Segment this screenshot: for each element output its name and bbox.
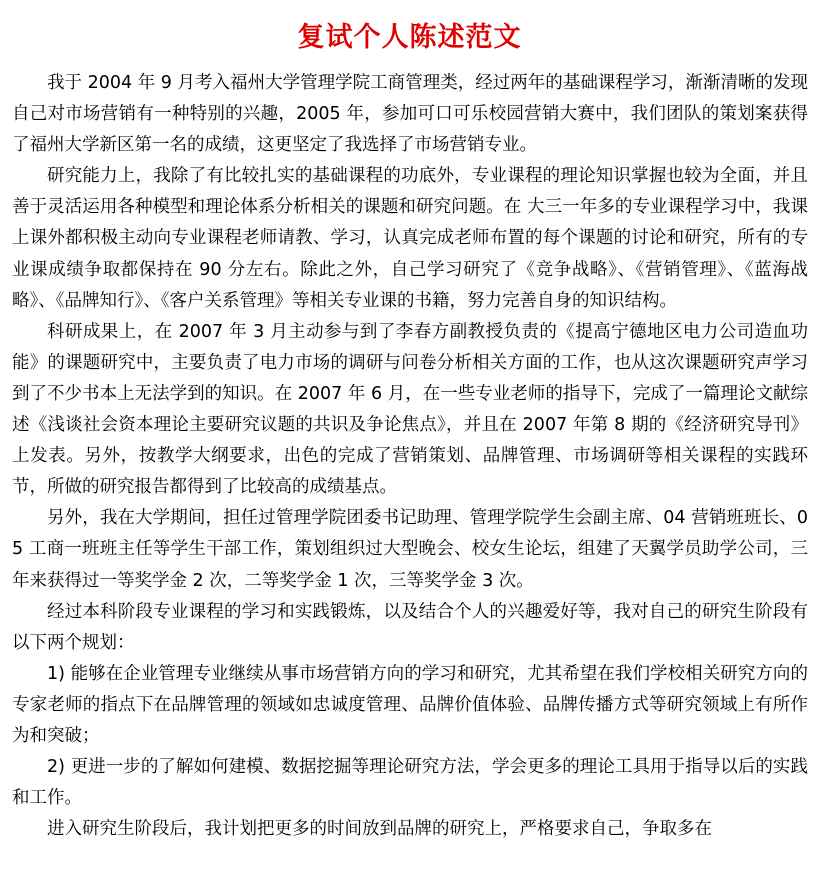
paragraph: 另外，我在大学期间，担任过管理学院团委书记助理、管理学院学生会副主席、04 营销班班长、05 工商一班班主任等学生干部工作，策划组织过大型晚会、校女生论坛，组建了天翼学员助学公司，三年来获得过一等奖学金 2 次，二等奖学金 1 次，三等奖学金 3 次。: [12, 508, 808, 591]
paragraph: 经过本科阶段专业课程的学习和实践锻炼，以及结合个人的兴趣爱好等，我对自己的研究生阶段有以下两个规划：: [12, 601, 808, 653]
paragraph: 进入研究生阶段后，我计划把更多的时间放到品牌的研究上，严格要求自己，争取多在: [47, 819, 712, 840]
paragraph-list-item: 2) 更进一步的了解如何建模、数据挖掘等理论研究方法，学会更多的理论工具用于指导以后的实践和工作。: [12, 757, 808, 809]
page-title: 复试个人陈述范文: [297, 22, 522, 53]
paragraph: 我于 2004 年 9 月考入福州大学管理学院工商管理类，经过两年的基础课程学习，渐渐清晰的发现自己对市场营销有一种特别的兴趣，2005 年，参加可口可乐校园营销大赛中，我们团队的策划案获得了福州大学新区第一名的成绩，这更坚定了我选择了市场营销专业。: [12, 73, 808, 156]
paragraph-list-item: 1) 能够在企业管理专业继续从事市场营销方向的学习和研究，尤其希望在我们学校相关研究方向的专家老师的指点下在品牌管理的领域如忠诚度管理、品牌价值体验、品牌传播方式等研究领域上有所作为和突破；: [12, 663, 808, 746]
paragraph: 科研成果上，在 2007 年 3 月主动参与到了李春方副教授负责的《提高宁德地区电力公司造血功能》的课题研究中，主要负责了电力市场的调研与问卷分析相关方面的工作，也从这次课题研究声学习到了不少书本上无法学到的知识。在 2007 年 6 月，在一些专业老师的指导下，完成了一篇理论文献综述《浅谈社会资本理论主要研究议题的共识及争论焦点》，并且在 2007 年第 8 期的《经济研究导刊》上发表。另外，按教学大纲要求，出色的完成了营销策划、品牌管理、市场调研等相关课程的实践环节，所做的研究报告都得到了比较高的成绩基点。: [12, 321, 808, 498]
paragraph: 研究能力上，我除了有比较扎实的基础课程的功底外，专业课程的理论知识掌握也较为全面，并且善于灵活运用各种模型和理论体系分析相关的课题和研究问题。在 大三一年多的专业课程学习中，我课上课外都积极主动向专业课程老师请教、学习，认真完成老师布置的每个课题的讨论和研究，所有的专业课成绩争取都保持在 90 分左右。除此之外，自己学习研究了《竞争战略》、《营销管理》、《蓝海战略》、《品牌知行》、《客户关系管理》等相关专业课的书籍，努力完善自身的知识结构。: [12, 166, 808, 311]
document-body: [12, 68, 808, 845]
